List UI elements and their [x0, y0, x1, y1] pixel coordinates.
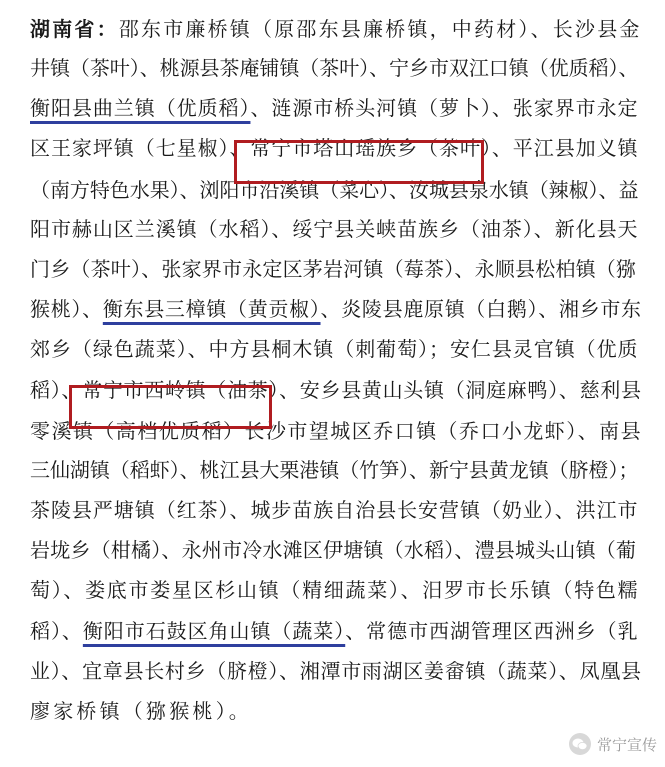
text-segment: 茶陵县严塘镇（红茶）、城步苗族自治县长安营镇（奶业）、洪江市 [30, 498, 639, 522]
text-line [30, 375, 640, 405]
text-segment: 邵东市廉桥镇（原邵东县廉桥镇，中药材）、长沙县金 [118, 17, 642, 41]
text-segment: （南方特色水果）、浏阳市沿溪镇（菜心）、汝城县泉水镇（辣椒）、益 [30, 178, 639, 202]
text-segment: 井镇（茶叶）、桃源县茶庵铺镇（茶叶）、宁乡市双江口镇（优质稻）、 [30, 56, 639, 80]
text-line [30, 495, 640, 525]
text-segment: 、涟源市桥头河镇（萝卜）、张家界市永定 [250, 96, 639, 120]
text-segment: 阳市赫山区兰溪镇（水稻）、绥宁县关峡苗族乡（油茶）、新化县天 [30, 217, 639, 241]
text-segment: 萄）、娄底市娄星区杉山镇（精细蔬菜）、汨罗市长乐镇（特色糯 [30, 578, 640, 602]
text-segment: 、炎陵县鹿原镇（白鹅）、湘乡市东 [320, 297, 642, 321]
text-line [30, 535, 640, 565]
text-line [30, 294, 640, 324]
text-segment: 、常德市西湖管理区西洲乡（乳 [345, 619, 639, 643]
province-heading: 湖南省： [30, 17, 119, 41]
text-line [30, 14, 640, 44]
text-segment: 三仙湖镇（稻虾）、桃江县大栗港镇（竹笋）、新宁县黄龙镇（脐橙）； [30, 458, 639, 482]
watermark-text: 常宁宣传 [596, 735, 657, 754]
text-line [30, 575, 640, 605]
watermark [569, 733, 657, 755]
text-line [30, 334, 640, 364]
text-segment: 业）、宜章县长村乡（脐橙）、湘潭市雨湖区姜畲镇（蔬菜）、凤凰县 [30, 659, 642, 683]
text-segment: 廖家桥镇（猕猴桃）。 [30, 699, 252, 723]
underlined-town: 衡阳县曲兰镇（优质稻） [30, 96, 251, 120]
text-line [30, 214, 640, 244]
text-line [30, 616, 640, 646]
wechat-icon [569, 733, 591, 755]
text-line [30, 93, 640, 123]
text-segment: 门乡（茶叶）、张家界市永定区茅岩河镇（莓茶）、永顺县松柏镇（猕 [30, 257, 637, 281]
text-line [30, 455, 640, 485]
text-line [30, 254, 640, 284]
text-segment: 区王家坪镇（七星椒）、常宁市塔山瑶族乡（茶叶）、平江县加义镇 [30, 136, 639, 160]
text-line [30, 696, 640, 726]
text-segment: 郊乡（绿色蔬菜）、中方县桐木镇（刺葡萄）；安仁县灵官镇（优质 [30, 337, 639, 361]
text-line [30, 416, 643, 446]
text-segment: 岩垅乡（柑橘）、永州市冷水滩区伊塘镇（水稻）、澧县城头山镇（葡 [30, 538, 637, 562]
text-line [30, 175, 640, 205]
text-segment: 猴桃）、 [30, 297, 103, 321]
text-line [30, 53, 640, 83]
underlined-town: 衡阳市石鼓区角山镇（蔬菜） [82, 619, 346, 643]
text-segment: 稻）、常宁市西岭镇（油茶）、安乡县黄山头镇（洞庭麻鸭）、慈利县 [30, 378, 642, 402]
text-line [30, 133, 640, 163]
text-segment: 稻）、 [30, 619, 83, 643]
underlined-town: 衡东县三樟镇（黄贡椒） [102, 297, 321, 321]
text-segment: 零溪镇（高档优质稻）长沙市望城区乔口镇（乔口小龙虾）、南县 [30, 419, 643, 443]
text-line [30, 656, 640, 686]
